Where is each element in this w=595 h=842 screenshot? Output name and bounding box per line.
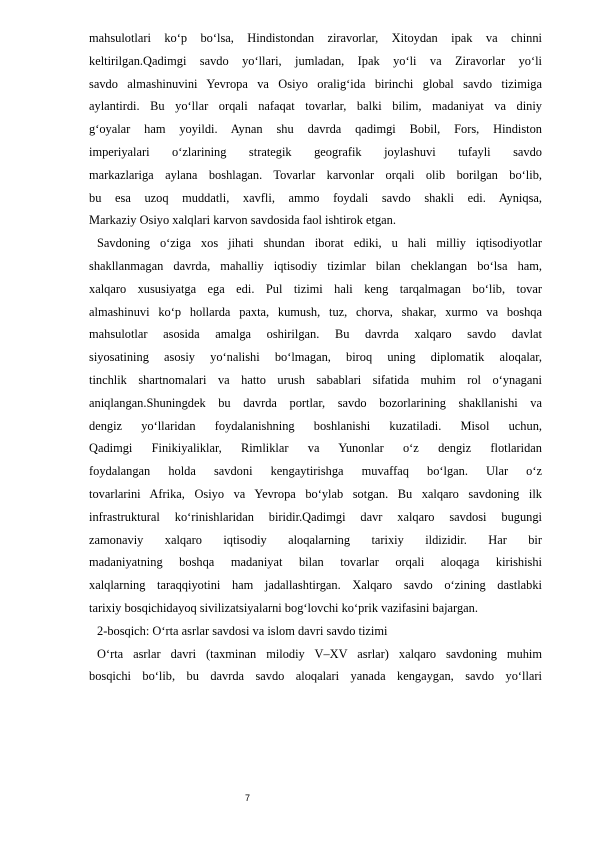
section-heading: 2-bosqich: O‘rta asrlar savdosi va islom davri savdo tizimi: [97, 623, 388, 638]
text-line: bu esa uzoq muddatli, xavfli, ammo foydali savdo shakli edi. Ayniqsa,: [89, 190, 542, 205]
text-line: tarixiy bosqichidayoq sivilizatsiyalarni bog‘lovchi ko‘prik vazifasini bajargan.: [89, 600, 478, 615]
text-line: savdo almashinuvini Yevropa va Osiyo oralig‘ida birinchi global savdo tizimiga: [89, 76, 542, 91]
page-number: [0, 793, 595, 803]
text-line: Markaziy Osiyo xalqlari karvon savdosida faol ishtirok etgan.: [89, 213, 396, 228]
text-line: imperiyalari o‘zlarining strategik geografik joylashuvi tufayli savdo: [89, 144, 542, 159]
text-line: siyosatining asosiy yo‘nalishi bo‘lmagan, biroq uning diplomatik aloqalar,: [89, 350, 542, 365]
text-line: tovarlarini Afrika, Osiyo va Yevropa bo‘ylab sotgan. Bu xalqaro savdoning ilk: [89, 486, 542, 501]
text-line: foydalangan holda savdoni kengaytirishga muvaffaq bo‘lgan. Ular o‘z: [89, 464, 542, 479]
text-line: mahsulotlari ko‘p bo‘lsa, Hindistondan ziravorlar, Xitoydan ipak va chinni: [89, 31, 542, 45]
page-number-text: 7: [244, 793, 250, 803]
text-line: tinchlik shartnomalari va hatto urush sabablari sifatida muhim rol o‘ynagani: [89, 372, 542, 387]
text-line: almashinuvi ko‘p hollarda paxta, kumush, tuz, chorva, shakar, xurmo va boshqa: [89, 304, 542, 319]
text-line: markazlariga aylana boshlagan. Tovarlar karvonlar orqali olib borilgan bo‘lib,: [89, 167, 542, 182]
text-line: zamonaviy xalqaro iqtisodiy aloqalarning tarixiy ildizidir. Har bir: [89, 532, 542, 547]
text-line: madaniyatning boshqa madaniyat bilan tovarlar orqali aloqaga kirishishi: [89, 555, 542, 570]
text-line: xalqaro xususiyatga ega edi. Pul tizimi hali keng tarqalmagan bo‘lib, tovar: [89, 281, 542, 296]
text-line: Qadimgi Finikiyaliklar, Rimliklar va Yunonlar o‘z dengiz flotlaridan: [89, 441, 542, 456]
text-line: O‘rta asrlar davri (taxminan milodiy V–XV asrlar) xalqaro savdoning muhim: [97, 646, 542, 661]
text-line: aniqlangan.Shuningdek bu davrda portlar, savdo bozorlarining shakllanishi va: [89, 395, 542, 410]
document-page: [89, 27, 542, 688]
text-line: bosqichi bo‘lib, bu davrda savdo aloqalari yanada kengaygan, savdo yo‘llari: [89, 669, 542, 684]
text-line: g‘oyalar ham yoyildi. Aynan shu davrda qadimgi Bobil, Fors, Hindiston: [89, 122, 542, 137]
text-line: keltirilgan.Qadimgi savdo yo‘llari, jumladan, Ipak yo‘li va Ziravorlar yo‘li: [89, 53, 542, 68]
text-line: aylantirdi. Bu yo‘llar orqali nafaqat tovarlar, balki bilim, madaniyat va diniy: [89, 99, 542, 114]
text-line: infrastruktural ko‘rinishlaridan biridir.Qadimgi davr xalqaro savdosi bugungi: [89, 509, 542, 524]
text-line: mahsulotlar asosida amalga oshirilgan. Bu davrda xalqaro savdo davlat: [89, 327, 542, 342]
text-line: shakllanmagan davrda, mahalliy iqtisodiy tizimlar bilan cheklangan bo‘lsa ham,: [89, 258, 542, 273]
text-line: xalqlarning taraqqiyotini ham jadallashtirgan. Xalqaro savdo o‘zining dastlabki: [89, 578, 542, 593]
text-line: Savdoning o‘ziga xos jihati shundan iborat ediki, u hali milliy iqtisodiyotlar: [97, 236, 542, 251]
text-line: dengiz yo‘llaridan foydalanishning boshlanishi kuzatiladi. Misol uchun,: [89, 418, 542, 433]
